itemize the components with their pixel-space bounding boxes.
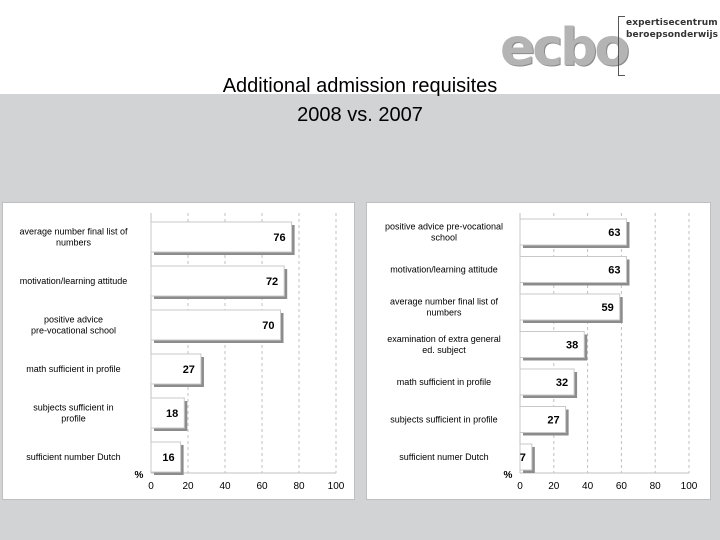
- x-tick-label: 80: [293, 481, 305, 492]
- category-label: motivation/learning attitude: [390, 264, 498, 275]
- category-label: average number final list of numbers: [389, 296, 499, 318]
- category-label: math sufficient in profile: [396, 377, 492, 387]
- category-label: motivation/learning attitude: [19, 276, 128, 286]
- logo-bracket: [618, 16, 625, 76]
- page-subtitle: 2008 vs. 2007: [297, 104, 423, 126]
- page-title: Additional admission requisites: [222, 75, 498, 97]
- bar-value-label: 18: [166, 408, 179, 420]
- bar-value-label: 27: [547, 414, 560, 427]
- x-tick-label: 100: [327, 481, 345, 492]
- bar: [151, 222, 292, 252]
- logo-wordmark: ecbo: [500, 18, 628, 78]
- category-label: subjects sufficient in profile: [33, 402, 114, 424]
- x-tick-label: 100: [680, 481, 698, 492]
- bar-value-label: 63: [608, 227, 621, 239]
- bar-value-label: 27: [182, 364, 195, 376]
- bar-value-label: 59: [601, 302, 614, 314]
- bar-value-label: 76: [273, 232, 286, 244]
- x-axis-unit-label: %: [134, 470, 144, 481]
- x-tick-label: 60: [256, 481, 268, 492]
- bar-value-label: 63: [608, 264, 621, 277]
- x-axis-unit-label: %: [503, 470, 513, 481]
- x-tick-label: 40: [582, 481, 594, 492]
- category-label: sufficient number Dutch: [26, 452, 121, 462]
- bar-value-label: 72: [265, 276, 279, 288]
- x-tick-label: 20: [182, 481, 194, 492]
- bar: [151, 310, 281, 340]
- category-label: average number final list of numbers: [19, 226, 128, 248]
- bar-value-label: 70: [262, 320, 275, 332]
- logo-line-1: expertisecentrum: [626, 18, 718, 28]
- ecbo-logo: [498, 8, 720, 78]
- x-tick-label: 40: [219, 481, 231, 492]
- chart-panel-2008: [2, 202, 355, 500]
- x-tick-label: 60: [615, 481, 627, 492]
- bar-value-label: 7: [519, 452, 526, 464]
- bar-value-label: 38: [565, 339, 579, 352]
- chart-panel-2007: [366, 202, 711, 500]
- category-label: subjects sufficient in profile: [390, 414, 498, 425]
- category-label: math sufficient in profile: [26, 364, 121, 374]
- bar-value-label: 16: [162, 452, 175, 464]
- x-tick-label: 0: [517, 481, 523, 492]
- x-tick-label: 80: [649, 481, 661, 492]
- bar-value-label: 32: [555, 377, 569, 389]
- category-label: positive advice pre-vocational school: [30, 314, 117, 336]
- bar-chart-2008: [3, 203, 354, 499]
- category-label: examination of extra general ed. subject: [387, 334, 501, 355]
- x-tick-label: 20: [548, 481, 560, 492]
- category-label: sufficient numer Dutch: [399, 452, 489, 462]
- category-label: positive advice pre-vocational school: [384, 221, 504, 243]
- x-tick-label: 0: [148, 481, 154, 492]
- logo-line-2: beroepsonderwijs: [626, 30, 719, 40]
- bar: [151, 266, 284, 296]
- bar-chart-2007: [367, 203, 710, 499]
